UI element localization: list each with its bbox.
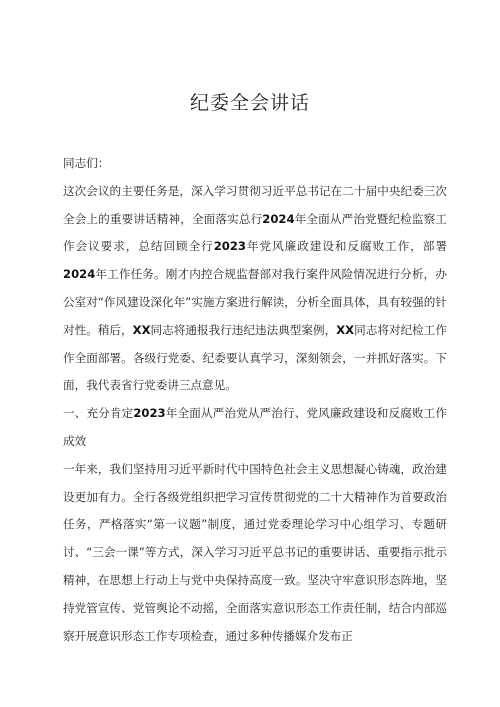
salutation: 同志们： — [63, 156, 110, 170]
text-segment: 同志将对纪检工作作全面部署。各级行党委、纪委要认真学习，深刻领会，一并抓好落实。下面，我代表省行党委讲三点意见。 — [63, 322, 447, 393]
text-segment: 同志将通报我行违纪违法典型案例， — [150, 322, 337, 337]
section-heading-1 — [63, 400, 447, 456]
document-body — [63, 150, 447, 650]
text-segment: 年工作任务。刚才内控合规监督部对我行案件风险情况进行分析，办公室对“作风建设深化年”实施方案进行解读，分析全面具体，具有较强的针对性。稍后， — [63, 267, 447, 337]
document-title: 纪委全会讲话 — [189, 92, 310, 114]
bold-placeholder: XX — [336, 322, 355, 337]
paragraph-achievements — [63, 456, 447, 651]
text-segment: 年党风廉政建设和反腐败工作，部署 — [246, 239, 447, 254]
text-segment: 年全面从严治党从严治行、党风廉政建设和反腐败工作成效 — [63, 406, 447, 448]
bold-number: 2023 — [213, 239, 247, 254]
bold-number: 2024 — [262, 211, 295, 226]
bold-number: 2023 — [133, 406, 166, 421]
bold-number: 2024 — [63, 267, 96, 282]
paragraph-intro — [63, 178, 447, 400]
text-segment: 一、充分肯定 — [63, 406, 134, 421]
text-segment: 一年来，我们坚持用习近平新时代中国特色社会主义思想凝心铸魂，政治建设更加有力。全行各级党组织把学习宣传贯彻党的二十大精神作为首要政治任务，严格落实“第一议题”制度，通过党委理论学习中心组学习、专题研讨、“三会一课”等方式，深入学习习近平总书记的重要讲话、重要指示批示精神，在思想上行动上与党中央保持高度一致。坚决守牢意识形态阵地，坚持党管宣传、党管舆论不动摇，全面落实意识形态工作责任制，结合内部巡察开展意识形态工作专项检查，通过多种传播媒介发布正 — [63, 461, 447, 643]
text-segment: 年全面从严治党暨纪检监察工作会议要求，总结回顾全行 — [63, 211, 447, 254]
bold-placeholder: XX — [132, 322, 151, 337]
text-segment: 这次会议的主要任务是，深入学习贯彻习近平总书记在二十届中央纪委三次全会上的重要讲话精神，全面落实总行 — [63, 183, 447, 226]
